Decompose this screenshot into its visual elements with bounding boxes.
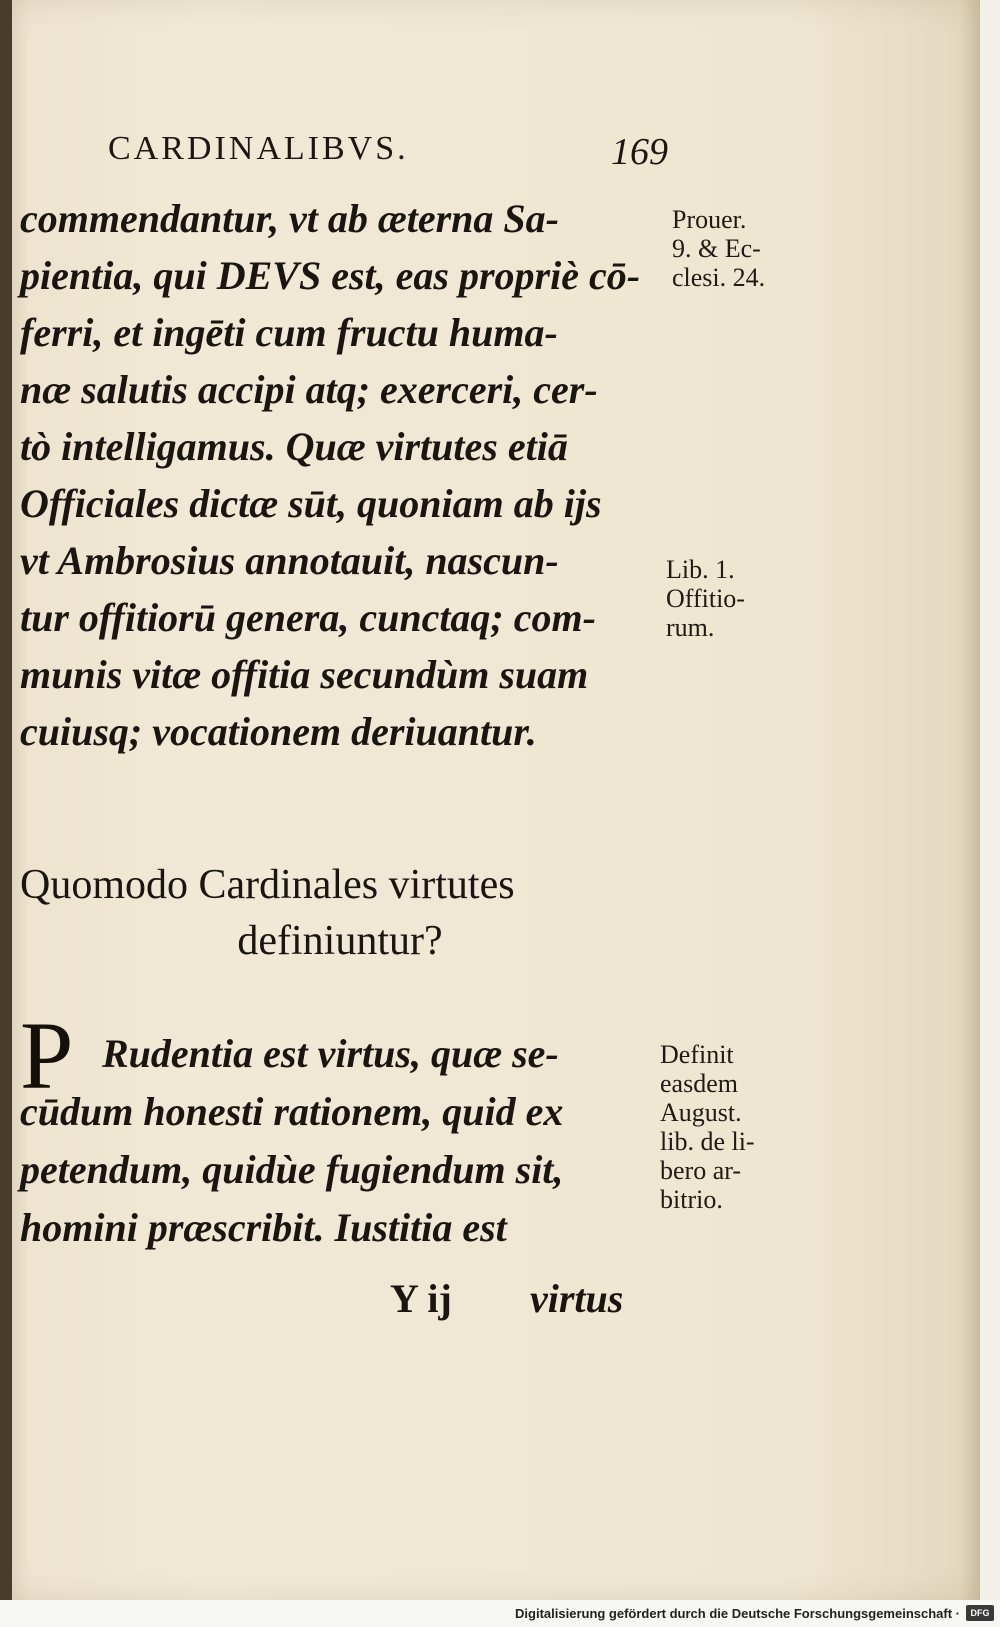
dfg-logo: DFG [966, 1605, 994, 1621]
text-line: pientia, qui DEVS est, eas propriè cō- [20, 253, 641, 298]
margin-note-line: 9. & Ec- [672, 234, 761, 263]
page-binding-edge [0, 0, 12, 1600]
text-line: cūdum honesti rationem, quid ex [20, 1089, 564, 1134]
funding-credit: Digitalisierung gefördert durch die Deutsche Forschungsgemeinschaft · [515, 1606, 960, 1621]
margin-note-line: Prouer. [672, 205, 747, 234]
drop-cap: P [20, 1002, 74, 1109]
margin-note-line: lib. de li- [660, 1127, 755, 1156]
margin-note-augustine [660, 1040, 755, 1214]
margin-note-line: August. [660, 1098, 742, 1127]
running-head-title: CARDINALIBVS. [108, 130, 409, 167]
text-line: næ salutis accipi atq; exerceri, cer- [20, 367, 598, 412]
page-number: 169 [611, 131, 668, 173]
text-line: homini præscribit. Iustitia est [20, 1205, 507, 1250]
catchword: virtus [530, 1276, 624, 1321]
margin-note-line: Lib. 1. [666, 555, 735, 584]
text-line: Rudentia est virtus, quæ se- [102, 1031, 559, 1076]
margin-note-line: easdem [660, 1069, 738, 1098]
section-heading [20, 857, 660, 969]
paragraph-1 [20, 190, 660, 760]
text-line: munis vitæ offitia secundùm suam [20, 652, 589, 697]
running-head [108, 130, 668, 180]
text-line: cuiusq; vocationem deriuantur. [20, 709, 537, 754]
footer-bar [0, 1600, 1000, 1627]
margin-note-line: clesi. 24. [672, 263, 766, 292]
text-line: tur offitiorū genera, cunctaq; com- [20, 595, 596, 640]
margin-note-line: bero ar- [660, 1156, 742, 1185]
text-line: commendantur, vt ab æterna Sa- [20, 196, 559, 241]
margin-note-proverbs [672, 205, 765, 292]
margin-note-line: Offitio- [666, 584, 745, 613]
margin-note-line: Definit [660, 1040, 734, 1069]
heading-line: Quomodo Cardinales virtutes [20, 862, 515, 908]
signature-mark: Y ij [390, 1276, 452, 1321]
margin-note-offitiorum [666, 555, 745, 642]
text-line: Officiales dictæ sūt, quoniam ab ijs [20, 481, 602, 526]
margin-note-line: rum. [666, 613, 715, 642]
text-line: ferri, et ingēti cum fructu huma- [20, 310, 558, 355]
heading-line: definiuntur? [237, 918, 443, 964]
text-line: tò intelligamus. Quæ virtutes etiā [20, 424, 568, 469]
paragraph-2 [20, 1025, 660, 1257]
text-line: vt Ambrosius annotauit, nascun- [20, 538, 559, 583]
text-line: petendum, quidùe fugiendum sit, [20, 1147, 564, 1192]
margin-note-line: bitrio. [660, 1185, 723, 1214]
